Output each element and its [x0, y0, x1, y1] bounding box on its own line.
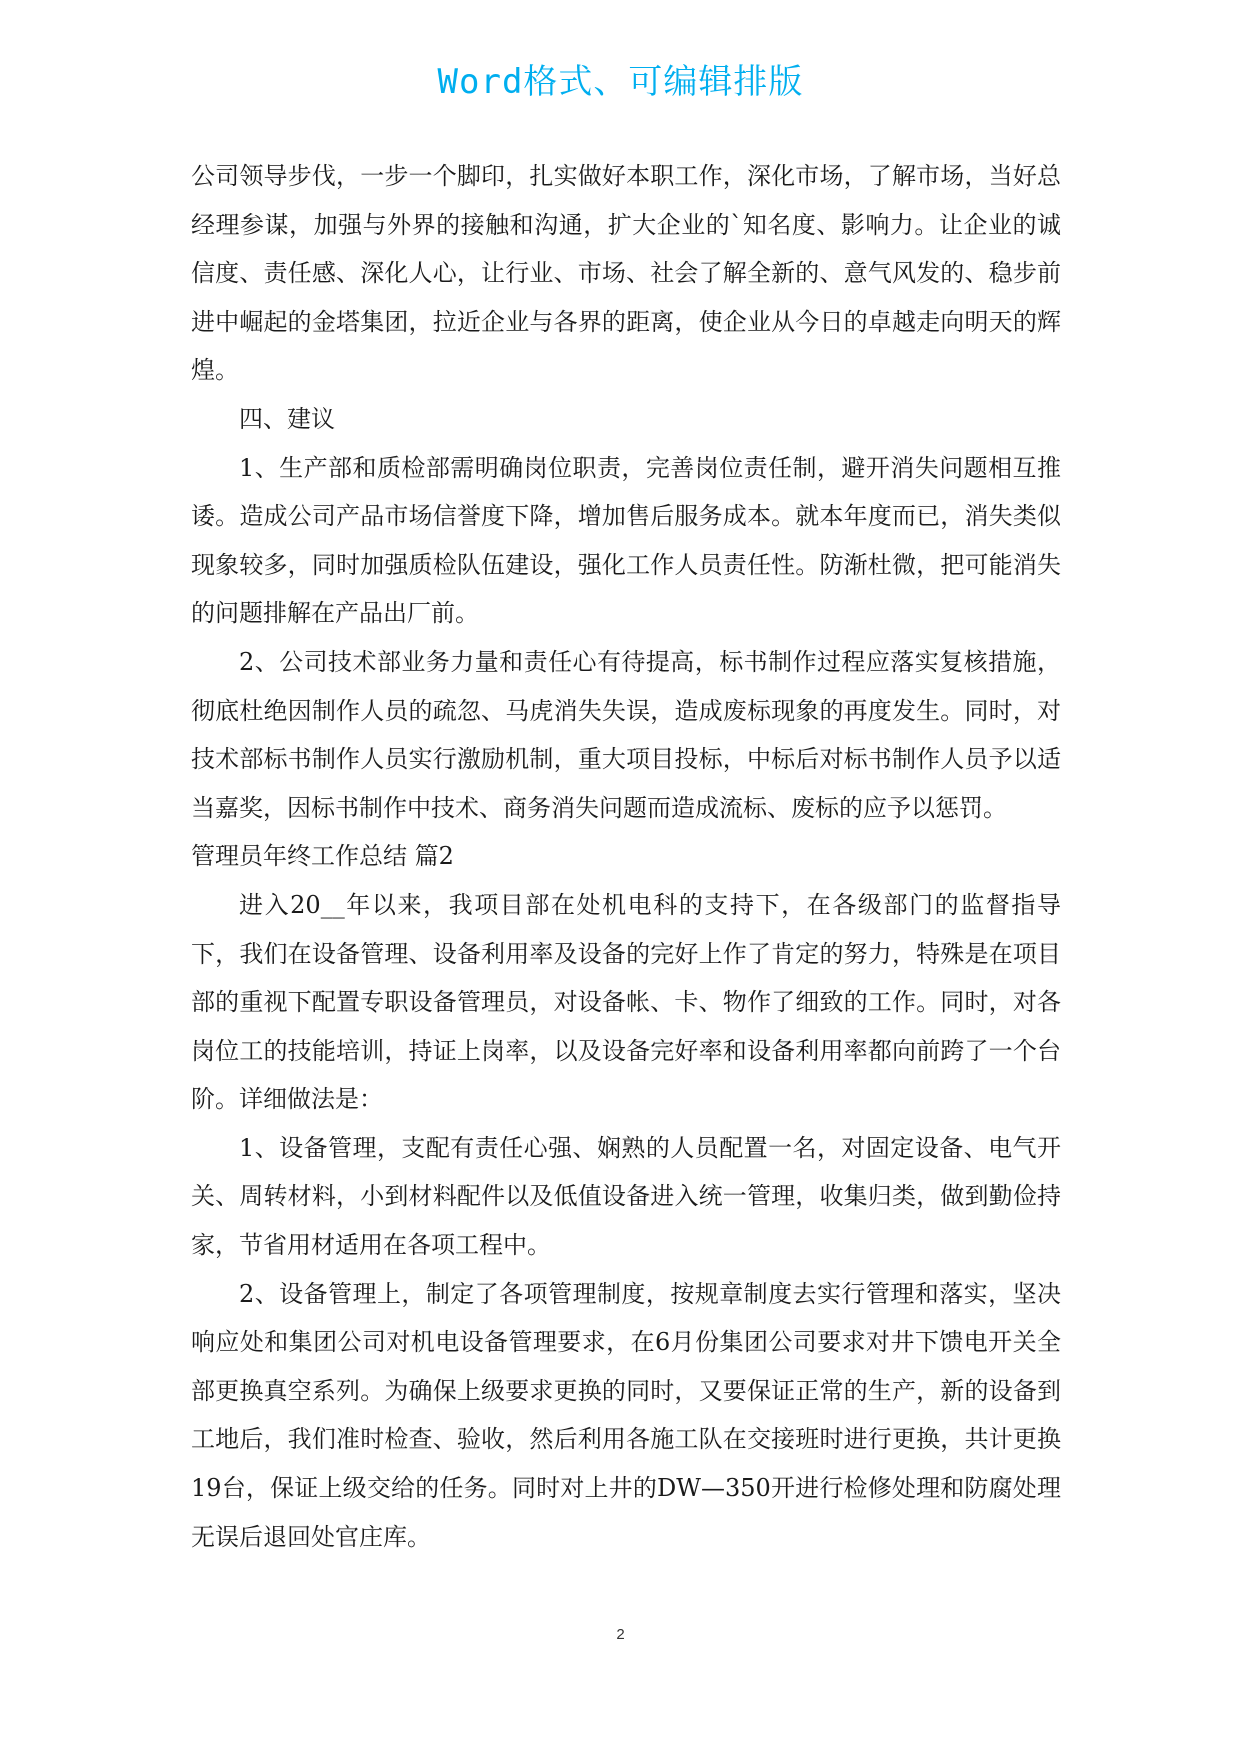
header-title: Word格式、可编辑排版 — [437, 62, 804, 102]
article-title: 管理员年终工作总结 篇2 — [191, 842, 454, 871]
document-body — [191, 152, 1061, 1561]
section-heading: 四、建议 — [239, 404, 335, 433]
paragraph: 1、生产部和质检部需明确岗位职责，完善岗位责任制，避开消失问题相互推诿。造成公司产品市场信誉度下降，增加售后服务成本。就本年度而已，消失类似现象较多，同时加强质检队伍建设，强化工作人员责任性。防渐杜微，把可能消失的问题排解在产品出厂前。 — [191, 453, 1061, 628]
page-number: 2 — [616, 1626, 625, 1643]
paragraph: 进入20__年以来，我项目部在处机电科的支持下，在各级部门的监督指导下，我们在设备管理、设备利用率及设备的完好上作了肯定的努力，特殊是在项目部的重视下配置专职设备管理员，对设备帐、卡、物作了细致的工作。同时，对各岗位工的技能培训，持证上岗率，以及设备完好率和设备利用率都向前跨了一个台阶。详细做法是： — [191, 890, 1061, 1114]
paragraph: 1、设备管理，支配有责任心强、娴熟的人员配置一名，对固定设备、电气开关、周转材料，小到材料配件以及低值设备进入统一管理，收集归类，做到勤俭持家，节省用材适用在各项工程中。 — [191, 1133, 1061, 1260]
paragraph: 2、设备管理上，制定了各项管理制度，按规章制度去实行管理和落实，坚决响应处和集团公司对机电设备管理要求，在6月份集团公司要求对井下馈电开关全部更换真空系列。为确保上级要求更换的同时，又要保证正常的生产，新的设备到工地后，我们准时检查、验收，然后利用各施工队在交接班时进行更换，共计更换19台，保证上级交给的任务。同时对上井的DW—350开进行检修处理和防腐处理无误后退回处官庄库。 — [191, 1279, 1061, 1551]
paragraph: 2、公司技术部业务力量和责任心有待提高，标书制作过程应落实复核措施，彻底杜绝因制作人员的疏忽、马虎消失失误，造成废标现象的再度发生。同时，对技术部标书制作人员实行激励机制，重大项目投标，中标后对标书制作人员予以适当嘉奖，因标书制作中技术、商务消失问题而造成流标、废标的应予以惩罚。 — [191, 647, 1061, 822]
paragraph: 公司领导步伐，一步一个脚印，扎实做好本职工作，深化市场，了解市场，当好总经理参谋，加强与外界的接触和沟通，扩大企业的`知名度、影响力。让企业的诚信度、责任感、深化人心，让行业、市场、社会了解全新的、意气风发的、稳步前进中崛起的金塔集团，拉近企业与各界的距离，使企业从今日的卓越走向明天的辉煌。 — [191, 162, 1061, 385]
